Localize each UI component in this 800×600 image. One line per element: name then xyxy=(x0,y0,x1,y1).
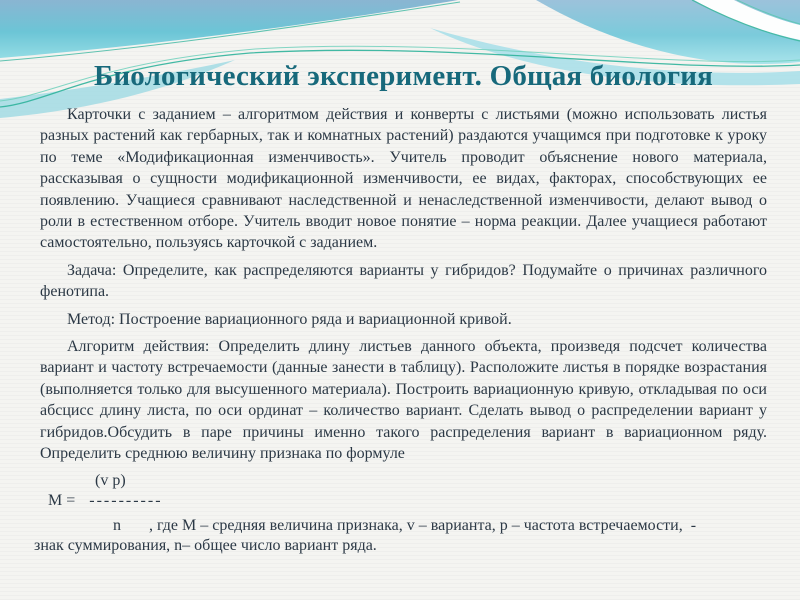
formula-denominator-row xyxy=(40,516,767,536)
paragraph-algorithm: Алгоритм действия: Определить длину листьев данного объекта, произведя подсчет количества вариант и частоту встречаемости (данные занести в таблицу). Расположите листья в порядке возрастания (выполняется только для высушенного материала). Построить вариационную кривую, откладывая по оси абсцисс длину листа, по оси ординат – количество вариант. Сделать вывод о распределении вариант у гибридов.Обсудить в паре причины именно такого распределения вариант в вариационном ряду. Определить среднюю величину признака по формуле xyxy=(40,338,767,463)
formula-explanation-line1: , где М – средняя величина признака, v – варианта, р – частота встречаемости, - xyxy=(149,516,697,534)
formula-denominator: n xyxy=(113,516,121,534)
formula-middle-row xyxy=(40,491,767,511)
formula-block xyxy=(34,471,767,556)
wave-left-shape xyxy=(0,0,458,58)
paragraph-method: Метод: Построение вариационного ряда и вариационной кривой. xyxy=(67,310,512,328)
formula-numerator: (v p) xyxy=(95,471,126,489)
formula-explanation-line2: знак суммирования, n– общее число вариант ряда. xyxy=(34,536,377,554)
slide-title: Биологический эксперимент. Общая биология xyxy=(93,60,714,92)
slide-content xyxy=(34,58,767,556)
paragraph-task: Задача: Определите, как распределяются варианты у гибридов? Подумайте о причинах различного фенотипа. xyxy=(40,261,767,301)
formula-lhs: М = xyxy=(48,491,76,509)
paragraph-lesson-setup: Карточки с заданием – алгоритмом действия и конверты с листьями (можно использовать листья разных растений как гербарных, так и комнатных растений) раздаются учащимся при подготовке к уроку по теме «Модификационная изменчивость». Учитель проводит объяснение нового материала, рассказывая о сущности модификационной изменчивости, ее видах, факторах, способствующих ее появлению. Учащиеся сравнивают наследственной и ненаследственной изменчивости, делают вывод о роли в естественном отборе. Учитель вводит новое понятие – норма реакции. Далее учащиеся работают самостоятельно, пользуясь карточкой с заданием. xyxy=(40,106,767,252)
formula-divider: ---------- xyxy=(89,491,163,509)
formula-numerator-row xyxy=(40,471,767,491)
